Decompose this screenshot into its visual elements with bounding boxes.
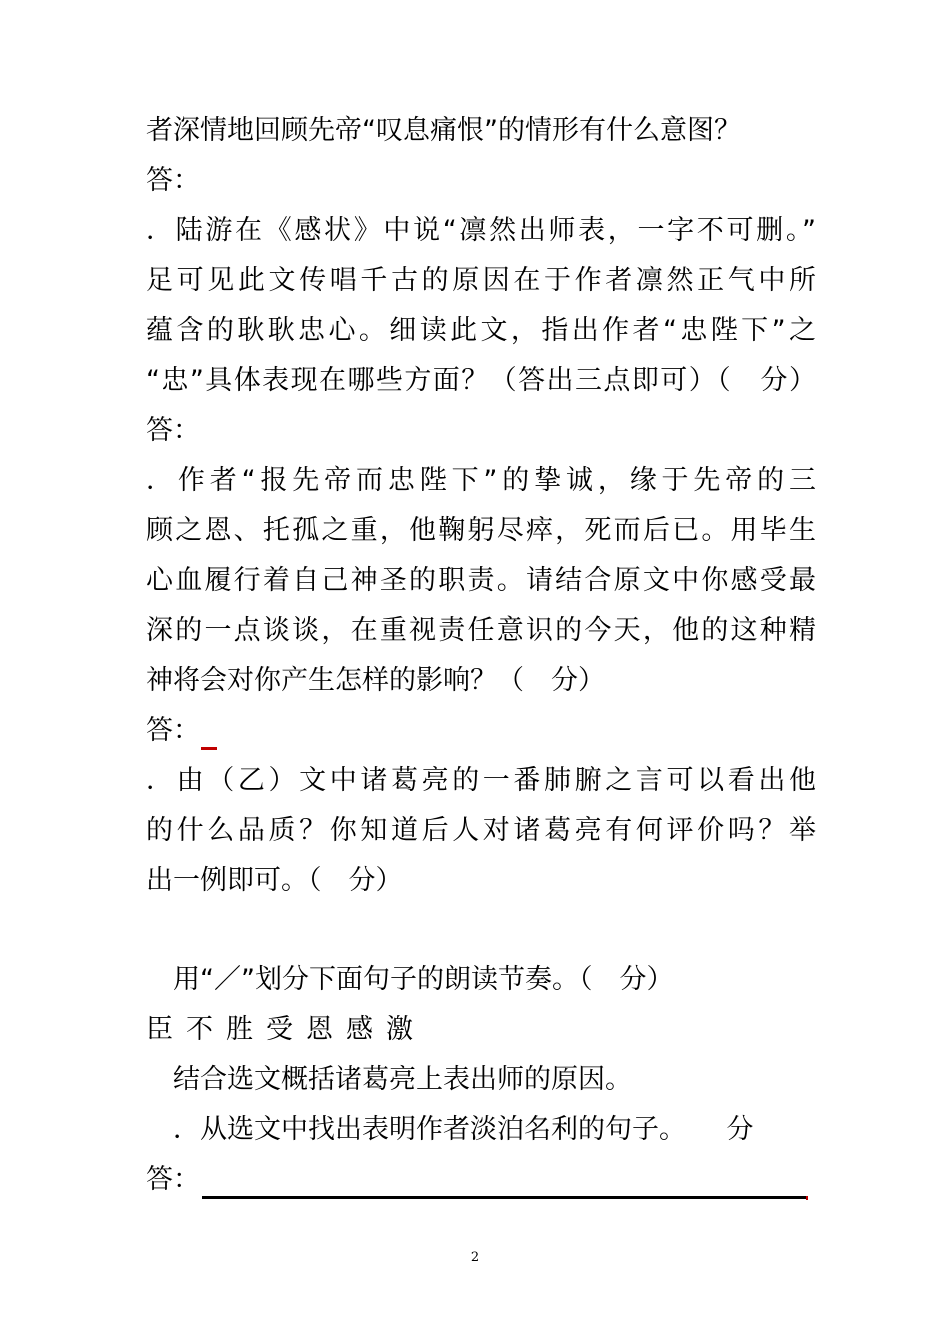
question-text-line: “忠”具体表现在哪些方面？（答出三点即可）（ 分） xyxy=(146,365,816,396)
question-text-line: ．由（乙）文中诸葛亮的一番肺腑之言可以看出他 xyxy=(146,765,816,796)
question-text-line: 出一例即可。（ 分） xyxy=(146,865,403,896)
question-text-line: 蕴含的耿耿忠心。细读此文，指出作者“忠陛下”之 xyxy=(146,315,816,346)
question-text-line: 神将会对你产生怎样的影响？（ 分） xyxy=(146,665,605,696)
red-edit-mark xyxy=(806,1196,808,1200)
question-text-line: ．从选文中找出表明作者淡泊名利的句子。 分 xyxy=(146,1114,754,1145)
question-text-line: 的什么品质？你知道后人对诸葛亮有何评价吗？举 xyxy=(146,815,816,846)
answer-label: 答： xyxy=(146,165,200,196)
red-edit-mark xyxy=(201,747,217,750)
answer-label: 答： xyxy=(146,415,200,446)
answer-underline xyxy=(202,1196,808,1199)
question-text-line: 足可见此文传唱千古的原因在于作者凛然正气中所 xyxy=(146,265,816,296)
question-text-line: ．陆游在《感状》中说“凛然出师表，一字不可删。” xyxy=(146,215,816,246)
question-text-line: 结合选文概括诸葛亮上表出师的原因。 xyxy=(146,1064,632,1095)
answer-label: 答： xyxy=(146,1164,200,1195)
question-text-line: 深的一点谈谈，在重视责任意识的今天，他的这种精 xyxy=(146,615,816,646)
question-text-line: 用“／”划分下面句子的朗读节奏。（ 分） xyxy=(146,964,674,995)
text-line: 者深情地回顾先帝“叹息痛恨”的情形有什么意图？ xyxy=(146,115,741,146)
question-text-line: 顾之恩、托孤之重，他鞠躬尽瘁，死而后已。用毕生 xyxy=(146,515,816,546)
question-text-line: ．作者“报先帝而忠陛下”的挚诚，缘于先帝的三 xyxy=(146,465,816,496)
page-number: 2 xyxy=(470,1250,480,1265)
answer-label: 答： xyxy=(146,715,200,746)
reading-rhythm-sentence: 臣不胜受恩感激 xyxy=(146,1014,426,1045)
question-text-line: 心血履行着自己神圣的职责。请结合原文中你感受最 xyxy=(146,565,816,596)
